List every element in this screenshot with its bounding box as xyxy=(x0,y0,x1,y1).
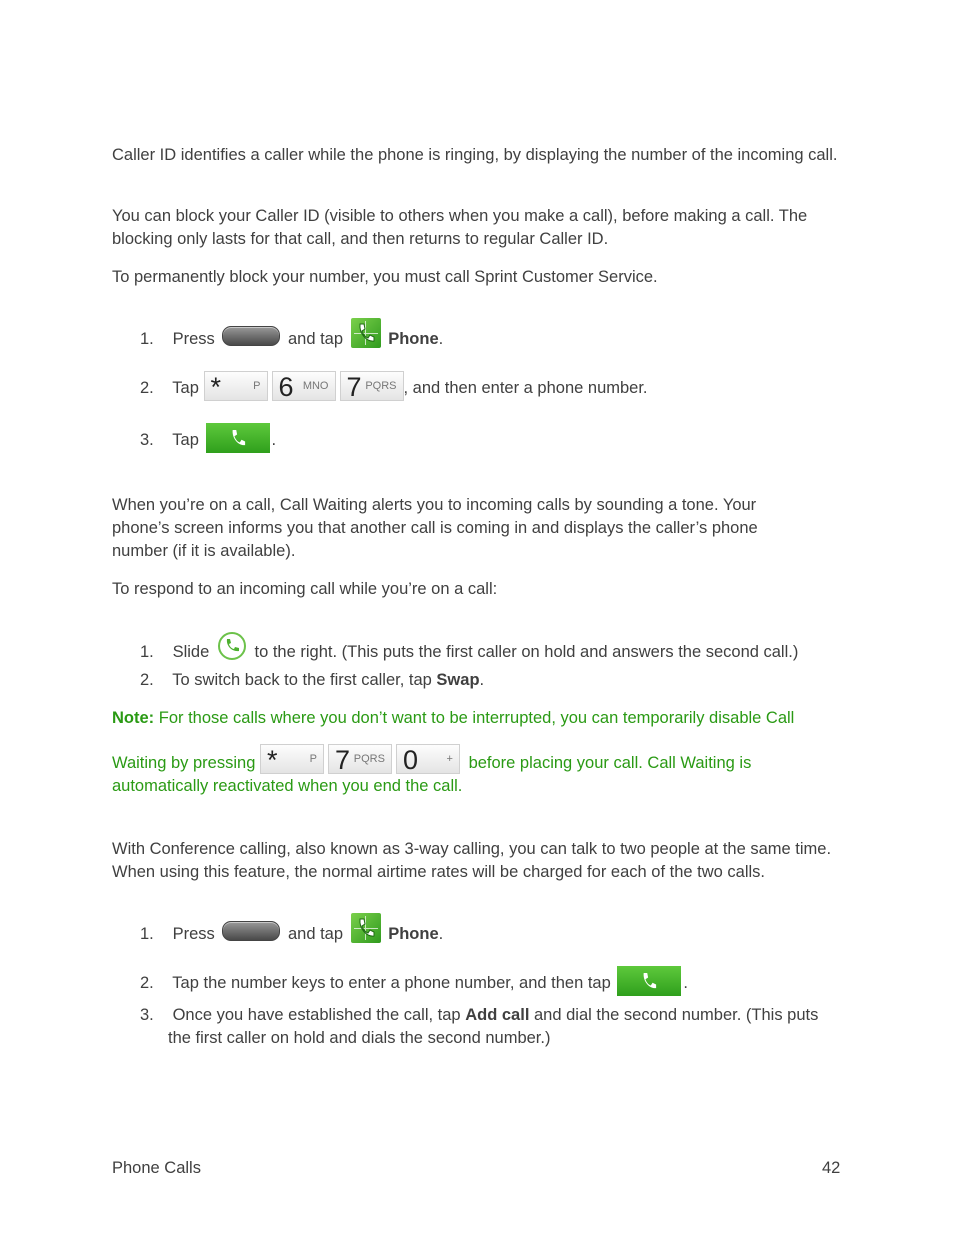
step-3-tap-call: 3. Tap . xyxy=(140,423,850,453)
conf-step-1-press-phone: 1. Press and tap Phone. xyxy=(140,913,850,946)
seven-pqrs-key-icon: 7 PQRS xyxy=(340,371,404,401)
page-number: 42 xyxy=(822,1159,841,1177)
step-2-dial-code: 2. Tap * P 6 MNO 7 PQRS , and then enter a phone number. xyxy=(140,372,648,402)
phone-app-icon xyxy=(351,318,381,348)
step-1-slide-answer: 1. Slide to the right. (This puts the first caller on hold and answers the second call.) xyxy=(140,631,850,664)
footer-section-title: Phone Calls xyxy=(112,1159,201,1177)
home-key-icon xyxy=(222,921,280,941)
conf-step-2-dial: 2. Tap the number keys to enter a phone number, and then tap . xyxy=(140,966,850,996)
step-1-press-phone: 1. Press and tap Phone. xyxy=(140,318,850,351)
seven-pqrs-key-icon: 7 PQRS xyxy=(328,744,392,774)
zero-plus-key-icon: 0 + xyxy=(396,744,460,774)
caller-id-permanent-info: To permanently block your number, you must call Sprint Customer Service. xyxy=(112,268,658,286)
caller-id-block-info: You can block your Caller ID (visible to others when you make a call), before making a call. The blocking only lasts for that call, and then returns to regular Caller ID. xyxy=(112,207,808,248)
six-mno-key-icon: 6 MNO xyxy=(272,371,336,401)
call-button-icon xyxy=(206,423,270,453)
step-2-swap: 2. To switch back to the first caller, tap Swap. xyxy=(140,671,485,689)
star-p-key-icon: * P xyxy=(260,744,324,774)
conference-calling-intro: With Conference calling, also known as 3-way calling, you can talk to two people at the same time. When using this feature, the normal airtime rates will be charged for each of the two calls. xyxy=(112,840,832,881)
star-p-key-icon: * P xyxy=(204,371,268,401)
call-waiting-note: Note: For those calls where you don’t want to be interrupted, you can temporarily disable Call Waiting by pressing * P 7 PQRS 0 + before placing your call. Call Waiting is automatically reactivated when you end the call. xyxy=(112,709,795,795)
answer-call-icon xyxy=(217,631,247,661)
call-waiting-intro: When you’re on a call, Call Waiting alerts you to incoming calls by sounding a tone. Your phone’s screen informs you that another call is coming in and displays the caller’s phone number (if it is available). xyxy=(112,496,758,560)
call-button-icon xyxy=(617,966,681,996)
home-key-icon xyxy=(222,326,280,346)
conf-step-3-add-call: 3. Once you have established the call, tap Add call and dial the second number. (This puts the first caller on hold and dials the second number.) xyxy=(140,1006,819,1047)
call-waiting-respond: To respond to an incoming call while you’re on a call: xyxy=(112,580,498,598)
caller-id-intro: Caller ID identifies a caller while the phone is ringing, by displaying the number of the incoming call. xyxy=(112,146,838,164)
phone-app-icon xyxy=(351,913,381,943)
